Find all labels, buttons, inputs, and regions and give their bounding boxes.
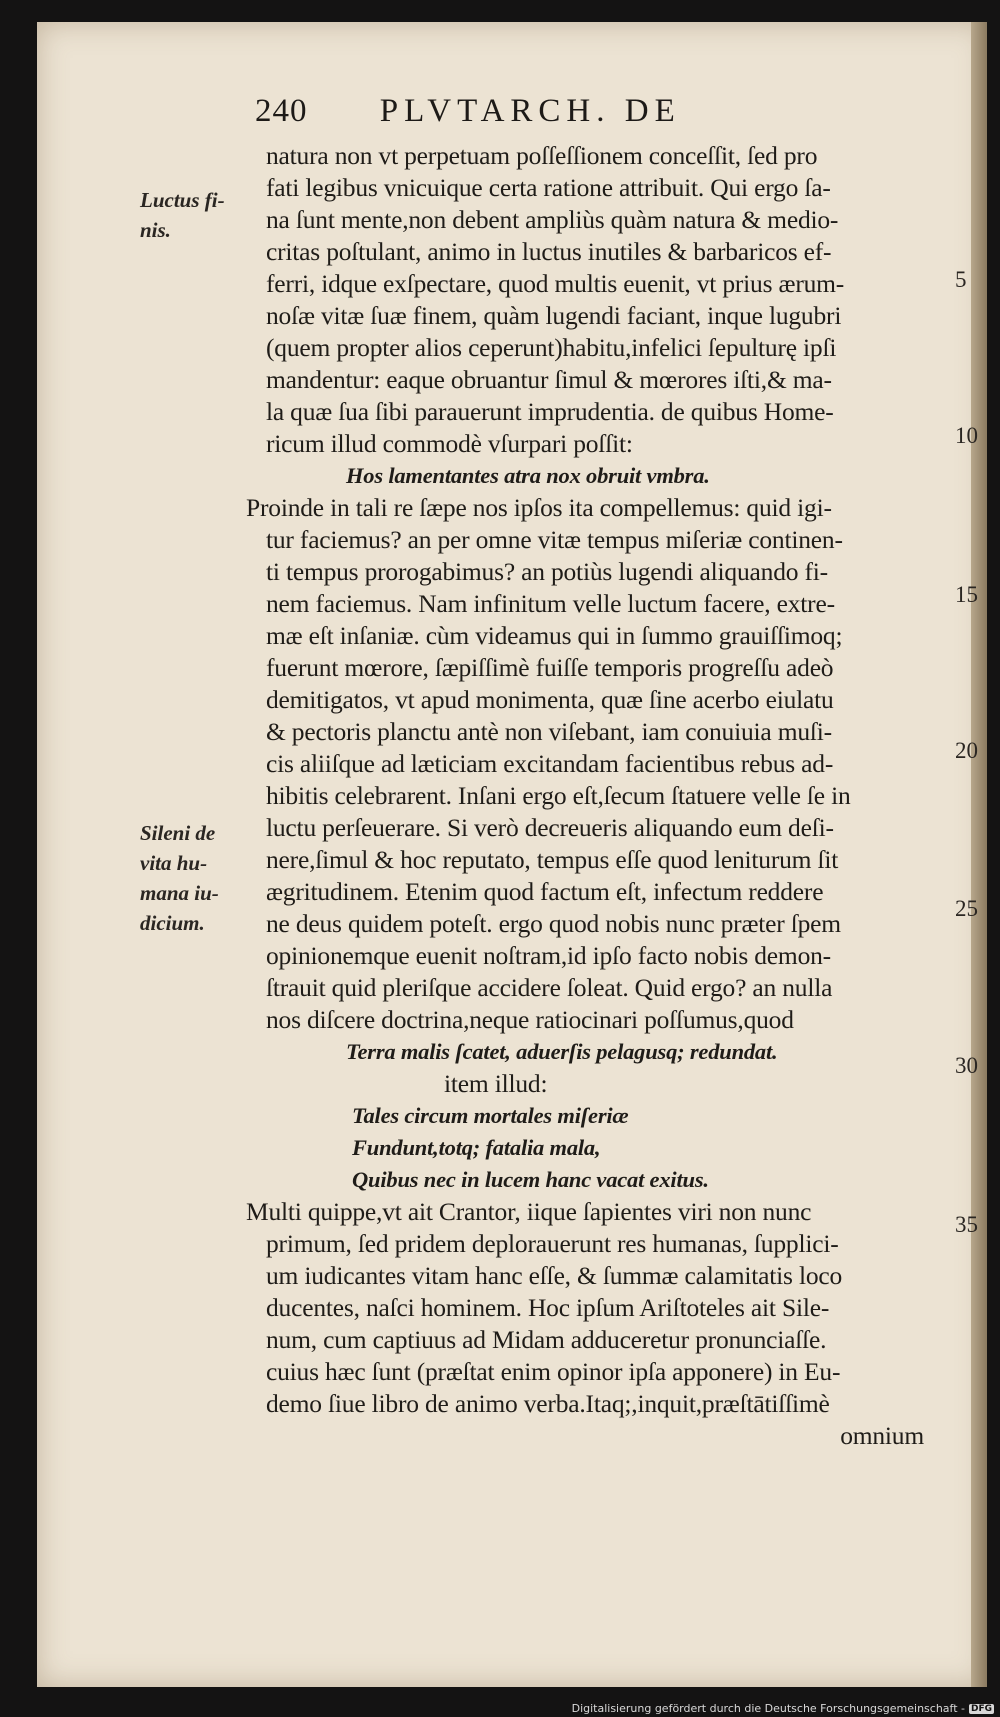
running-title: PLVTARCH. DE (379, 93, 681, 129)
margin-note-sileni (140, 818, 250, 938)
dfg-logo-icon: DFG (970, 1703, 992, 1714)
body-text (246, 140, 956, 1452)
text-line: cis aliiſque ad læticiam excitandam facientibus rebus ad- (266, 749, 834, 778)
text-line: Multi quippe,vt ait Crantor, iique ſapientes viri non nunc (246, 1197, 812, 1226)
text-line: ti tempus prorogabimus? an potiùs lugendi aliquando fi- (266, 557, 828, 586)
running-header (255, 93, 855, 130)
text-line: mandentur: eaque obruantur ſimul & mœrores iſti,& ma- (266, 365, 832, 394)
text-line: opinionemque euenit noſtram,id ipſo facto nobis demon- (266, 941, 831, 970)
line-number: 35 (955, 1212, 978, 1237)
margin-note-line: nis. (140, 218, 171, 242)
digitization-credit (572, 1702, 994, 1715)
verse-line: Tales circum mortales miſeriæ (352, 1103, 629, 1128)
verse-line: Fundunt,totq; fatalia mala, (352, 1135, 601, 1160)
text-line: um iudicantes vitam hanc eſſe, & ſummæ calamitatis loco (266, 1261, 843, 1290)
text-line: ferri, idque exſpectare, quod multis euenit, vt prius ærum- (266, 269, 845, 298)
text-line: ſtrauit quid pleriſque accidere ſoleat. Quid ergo? an nulla (266, 973, 833, 1002)
text-line: (quem propter alios ceperunt)habitu,infelici ſepulturę ipſi (266, 333, 837, 362)
text-line: Proinde in tali re ſæpe nos ipſos ita compellemus: quid igi- (246, 493, 832, 522)
margin-note-line: dicium. (140, 911, 205, 935)
text-line: demo ſiue libro de animo verba.Itaq;,inquit,præſtātiſſimè (266, 1389, 830, 1418)
text-line: natura non vt perpetuam poſſeſſionem conceſſit, ſed pro (266, 141, 818, 170)
text-line: ne deus quidem poteſt. ergo quod nobis nunc præter ſpem (266, 909, 841, 938)
page-number: 240 (255, 93, 308, 129)
verse-line: Terra malis ſcatet, aduerſis pelagusq; redundat. (346, 1039, 778, 1064)
line-number: 30 (955, 1053, 978, 1078)
text-line: tur faciemus? an per omne vitæ tempus miſeriæ continen- (266, 525, 843, 554)
text-line: fuerunt mœrore, ſæpiſſimè fuiſſe temporis progreſſu adeò (266, 653, 834, 682)
line-number: 10 (955, 423, 978, 448)
text-line: mæ eſt inſaniæ. cùm videamus qui in ſummo grauiſſimoq; (266, 621, 843, 650)
text-line: hibitis celebrarent. Inſani ergo eſt,ſecum ſtatuere velle ſe in (266, 781, 851, 810)
margin-note-line: Luctus fi- (140, 188, 225, 212)
text-line: ducentes, naſci hominem. Hoc ipſum Ariſtoteles ait Sile- (266, 1293, 830, 1322)
line-number: 25 (955, 896, 978, 921)
text-line: & pectoris planctu antè non viſebant, iam conuiuia muſi- (266, 717, 832, 746)
margin-note-line: vita hu- (140, 851, 208, 875)
catchword: omnium (840, 1421, 924, 1450)
line-number: 5 (955, 267, 967, 292)
margin-note-luctus (140, 185, 250, 245)
text-line: luctu perſeuerare. Si verò decreueris aliquando eum deſi- (266, 813, 834, 842)
text-line: num, cum captiuus ad Midam adduceretur pronunciaſſe. (266, 1325, 827, 1354)
margin-note-line: mana iu- (140, 881, 219, 905)
text-line: noſæ vitæ ſuæ finem, quàm lugendi faciant, inque lugubri (266, 301, 842, 330)
text-line: na ſunt mente,non debent ampliùs quàm natura & medio- (266, 205, 839, 234)
text-line: ægritudinem. Etenim quod factum eſt, infectum reddere (266, 877, 824, 906)
text-line: fati legibus vnicuique certa ratione attribuit. Qui ergo ſa- (266, 173, 831, 202)
page-edge (971, 22, 987, 1687)
margin-note-line: Sileni de (140, 821, 216, 845)
text-line: la quæ ſua ſibi parauerunt imprudentia. de quibus Home- (266, 397, 834, 426)
line-number: 20 (955, 738, 978, 763)
text-line: ricum illud commodè vſurpari poſſit: (266, 429, 633, 458)
text-line: critas poſtulant, animo in luctus inutiles & barbaricos ef- (266, 237, 832, 266)
text-line: item illud: (444, 1069, 548, 1098)
verse-line: Hos lamentantes atra nox obruit vmbra. (346, 463, 710, 488)
text-line: primum, ſed pridem deplorauerunt res humanas, ſupplici- (266, 1229, 839, 1258)
text-line: nere,ſimul & hoc reputato, tempus eſſe quod leniturum ſit (266, 845, 839, 874)
verse-line: Quibus nec in lucem hanc vacat exitus. (352, 1167, 709, 1192)
text-line: cuius hæc ſunt (præſtat enim opinor ipſa apponere) in Eu- (266, 1357, 841, 1386)
text-line: demitigatos, vt apud monimenta, quæ ſine acerbo eiulatu (266, 685, 834, 714)
line-number: 15 (955, 582, 978, 607)
text-line: nos diſcere doctrina,neque ratiocinari poſſumus,quod (266, 1005, 794, 1034)
credit-text: Digitalisierung gefördert durch die Deutsche Forschungsgemeinschaft - (571, 1702, 965, 1715)
text-line: nem faciemus. Nam infinitum velle luctum facere, extre- (266, 589, 835, 618)
